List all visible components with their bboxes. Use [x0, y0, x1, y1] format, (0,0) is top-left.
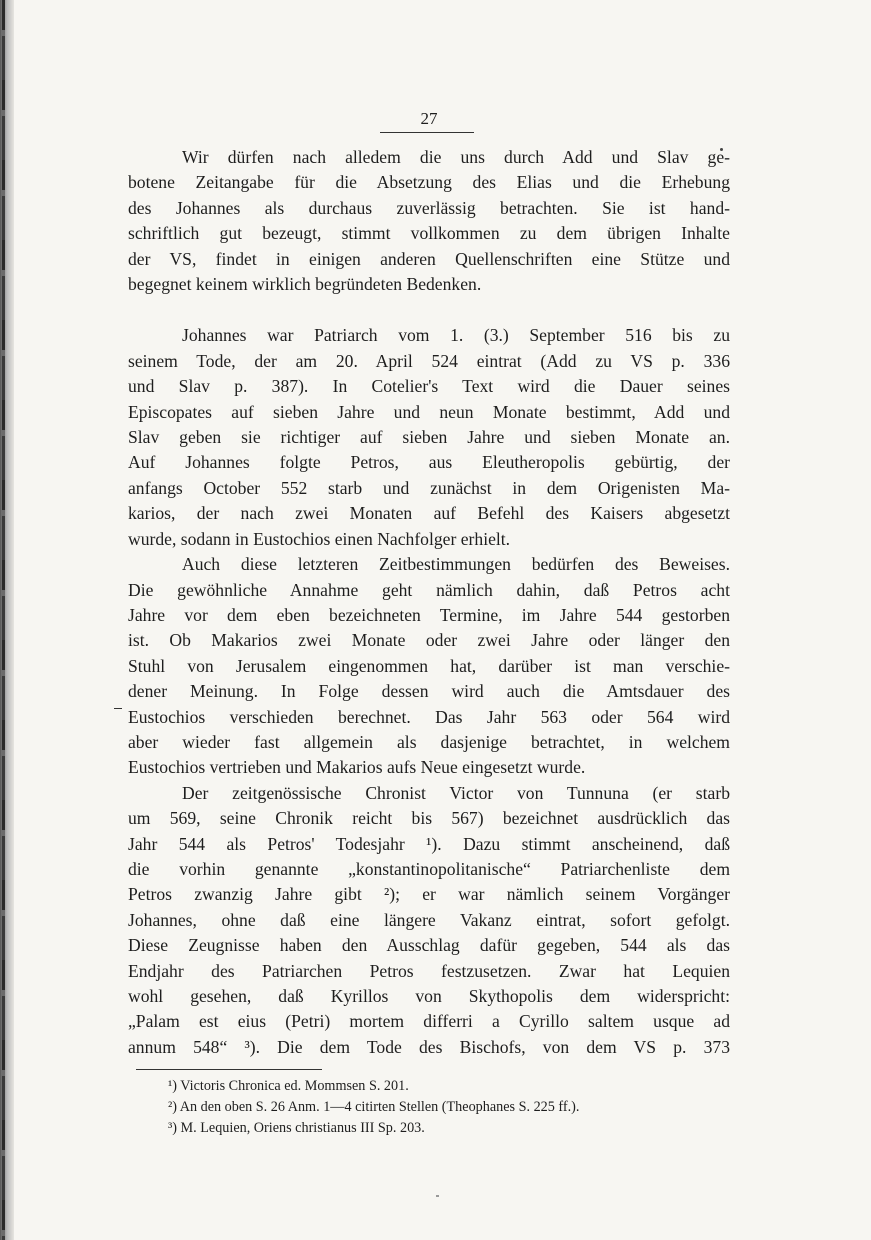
paragraph-3 — [128, 552, 730, 781]
page-number-rule — [380, 132, 474, 133]
text-line: Episcopates auf sieben Jahre und neun Monate bestimmt, Add und — [128, 401, 730, 422]
text-line: schriftlich gut bezeugt, stimmt vollkommen zu dem übrigen Inhalte — [128, 223, 730, 244]
text-line: dener Meinung. In Folge dessen wird auch die Amtsdauer des — [128, 681, 730, 702]
footnote-rule — [136, 1069, 322, 1070]
text-line: die vorhin genannte „konstantinopolitanische“ Patriarchenliste dem — [128, 858, 730, 879]
document-page — [128, 108, 730, 1139]
footnote-2: ²) An den oben S. 26 Anm. 1—4 citirten Stellen (Theophanes S. 225 ff.). — [168, 1099, 580, 1116]
text-line: Jahr 544 als Petros' Todesjahr ¹). Dazu stimmt anscheinend, daß — [128, 833, 730, 854]
text-line: um 569, seine Chronik reicht bis 567) bezeichnet ausdrücklich das — [128, 808, 730, 829]
text-line: Wir dürfen nach alledem die uns durch Add und Slav ge- — [182, 147, 730, 167]
text-line: Jahre vor dem eben bezeichneten Termine, im Jahre 544 gestorben — [128, 604, 730, 625]
footnote-3: ³) M. Lequien, Oriens christianus III Sp. 203. — [168, 1120, 425, 1137]
text-line: Diese Zeugnisse haben den Ausschlag dafür gegeben, 544 als das — [128, 935, 730, 956]
paragraph-1 — [128, 145, 730, 297]
text-line: Slav geben sie richtiger auf sieben Jahre und sieben Monate an. — [128, 427, 730, 448]
text-line: Auf Johannes folgte Petros, aus Eleutheropolis gebürtig, der — [128, 452, 730, 473]
text-line: Johannes war Patriarch vom 1. (3.) September 516 bis zu — [182, 325, 730, 346]
text-line: Johannes, ohne daß eine längere Vakanz eintrat, sofort gefolgt. — [128, 909, 730, 930]
binding-shadow — [2, 0, 5, 1240]
page-number: 27 — [420, 109, 438, 128]
text-line: seinem Tode, der am 20. April 524 eintrat (Add zu VS p. 336 — [128, 350, 730, 371]
text-line: „Palam est eius (Petri) mortem differri a Cyrillo saltem usque ad — [128, 1011, 730, 1032]
text-line: des Johannes als durchaus zuverlässig betrachten. Sie ist hand- — [128, 197, 730, 218]
text-line: ist. Ob Makarios zwei Monate oder zwei Jahre oder länger den — [128, 630, 730, 651]
ink-speck-bottom — [436, 1195, 439, 1197]
text-line: aber wieder fast allgemein als dasjenige betrachtet, in welchem — [128, 731, 730, 752]
text-line: Petros zwanzig Jahre gibt ²); er war nämlich seinem Vorgänger — [128, 884, 730, 905]
text-line: Der zeitgenössische Chronist Victor von Tunnuna (er starb — [182, 782, 730, 803]
text-line: begegnet keinem wirklich begründeten Bedenken. — [128, 274, 482, 295]
text-line: der VS, findet in einigen anderen Quellenschriften eine Stütze und — [128, 248, 730, 269]
text-line: Die gewöhnliche Annahme geht nämlich dahin, daß Petros acht — [128, 579, 730, 600]
text-line: wurde, sodann in Eustochios einen Nachfolger erhielt. — [128, 528, 511, 549]
paragraph-2 — [128, 323, 730, 552]
text-line: Stuhl von Jerusalem eingenommen hat, darüber ist man verschie- — [128, 655, 730, 676]
footnote-1: ¹) Victoris Chronica ed. Mommsen S. 201. — [168, 1078, 409, 1095]
text-line: anfangs October 552 starb und zunächst in dem Origenisten Ma- — [128, 477, 730, 498]
text-line: Endjahr des Patriarchen Petros festzusetzen. Zwar hat Lequien — [128, 960, 730, 981]
text-line: Eustochios verschieden berechnet. Das Jahr 563 oder 564 wird — [128, 706, 730, 727]
paragraph-4 — [128, 781, 730, 1060]
text-line: botene Zeitangabe für die Absetzung des Elias und die Erhebung — [128, 172, 730, 193]
text-line: Auch diese letzteren Zeitbestimmungen bedürfen des Beweises. — [182, 554, 730, 575]
text-line: und Slav p. 387). In Cotelier's Text wird die Dauer seines — [128, 376, 730, 397]
text-line: Eustochios vertrieben und Makarios aufs Neue eingesetzt wurde. — [128, 757, 586, 778]
footnotes — [128, 1076, 730, 1139]
text-line: annum 548“ ³). Die dem Tode des Bischofs, von dem VS p. 373 — [128, 1036, 730, 1057]
text-line: karios, der nach zwei Monaten auf Befehl des Kaisers abgesetzt — [128, 503, 730, 524]
margin-mark — [114, 708, 122, 709]
text-line: wohl gesehen, daß Kyrillos von Skythopolis dem widerspricht: — [128, 986, 730, 1006]
